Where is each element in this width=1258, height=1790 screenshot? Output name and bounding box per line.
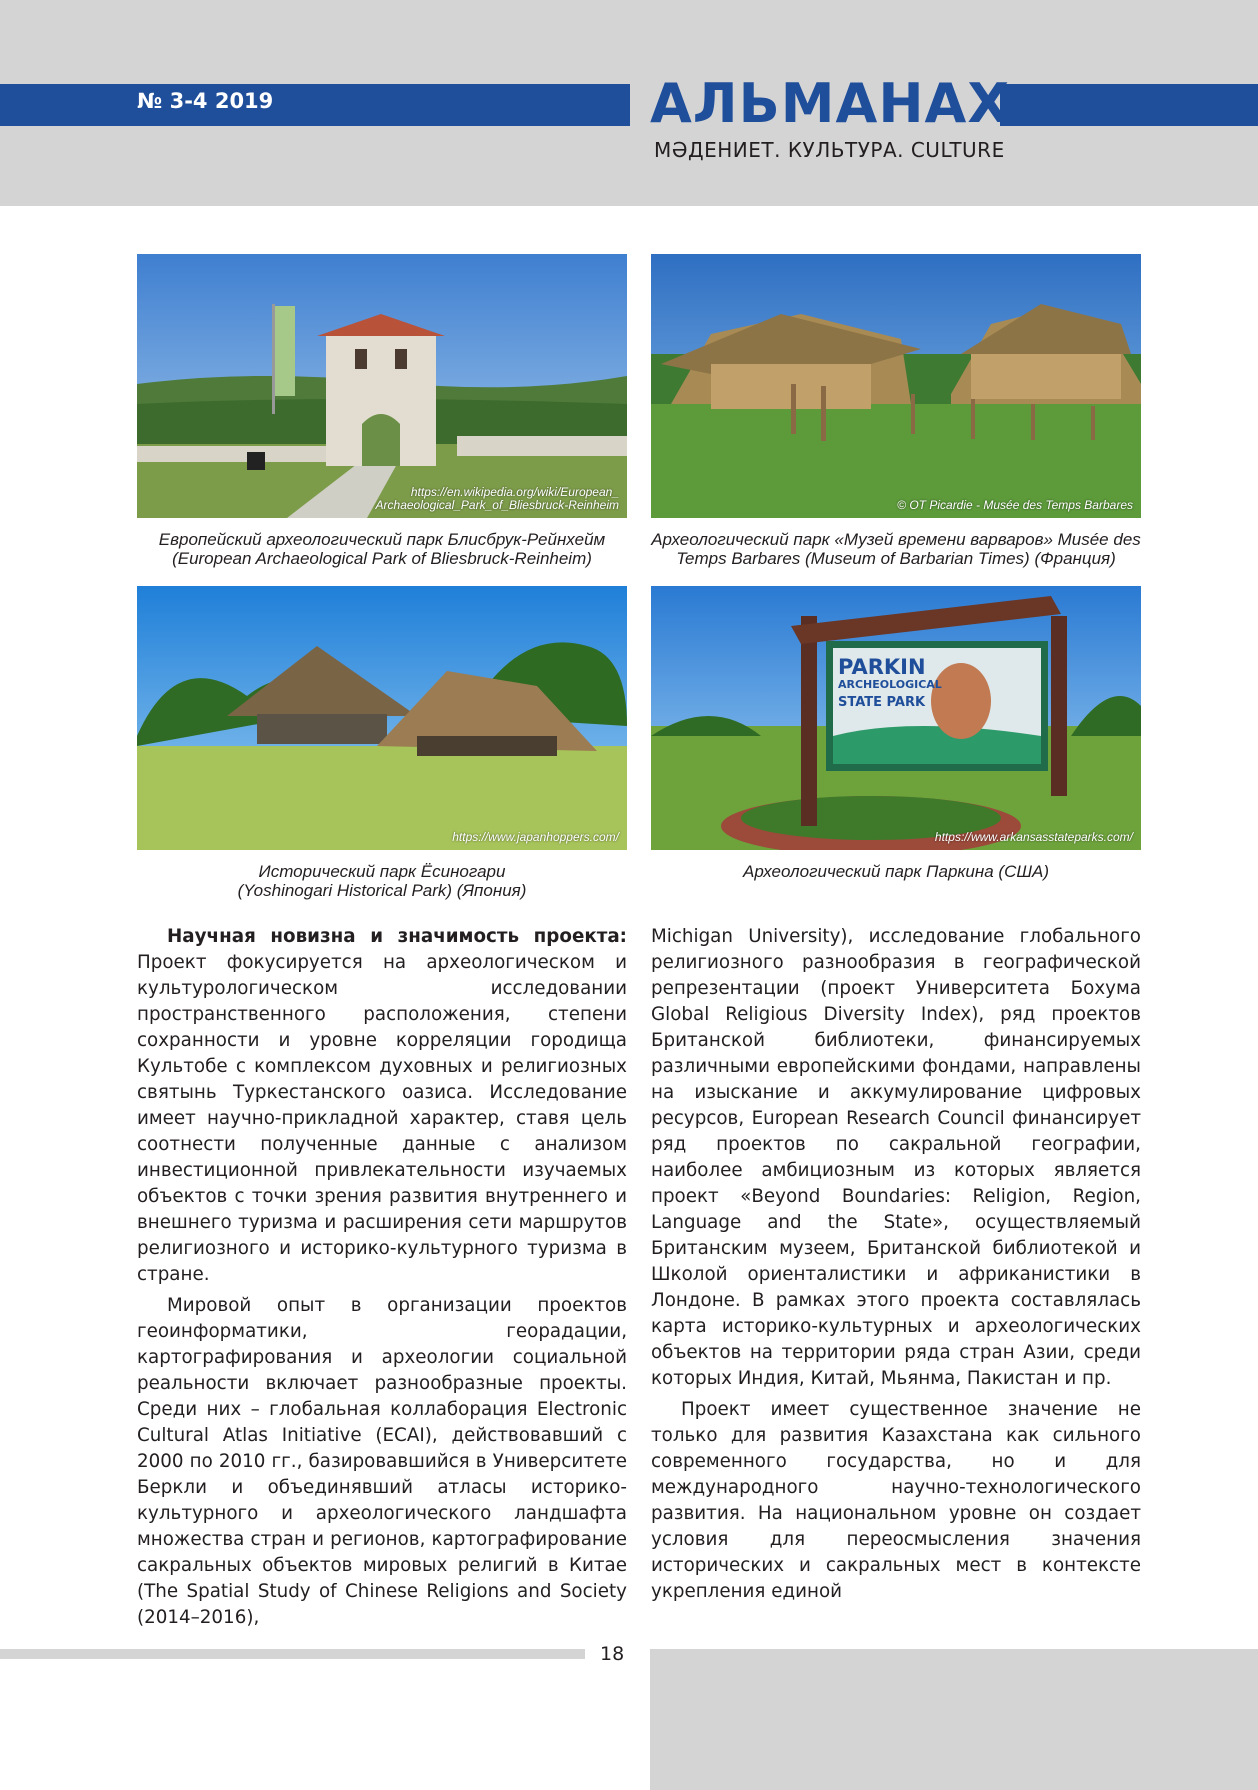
credit-line: © OT Picardie - Musée des Temps Barbares xyxy=(897,498,1133,512)
credit-line: https://www.arkansasstateparks.com/ xyxy=(934,830,1133,844)
issue-number: № 3-4 2019 xyxy=(137,89,274,113)
paragraph-text: Проект фокусируется на археологическом и культурологическом исследовании пространственного расположения, степени сохранности и уровне корреляции городища Культобе с комплексом духовных и религиозных святынь Туркестанского оазиса. Исследование имеет научно-прикладной характер, ставя цель соотнести полученные данные с анализом инвестиционной привлекательности изучаемых объектов с точки зрения развития внутреннего и внешнего туризма и расширения сети маршрутов религиозного и историко-культурного туризма в стране. xyxy=(137,952,627,1285)
caption-bliesbruck xyxy=(137,530,627,568)
photo-credit xyxy=(376,486,619,512)
masthead-title: АЛЬМАНАХ xyxy=(650,72,1010,135)
sign-line: STATE PARK xyxy=(838,695,926,710)
photo-temps-barbares-image xyxy=(651,254,1141,518)
sign-line: PARKIN xyxy=(838,655,926,679)
header-bar-left xyxy=(0,84,630,126)
photo-credit xyxy=(935,831,1133,844)
paragraph: Проект имеет существенное значение не только для развития Казахстана как сильного современного государства, но и для международного научно-технологического развития. На национальном уровне он создает условия для переосмысления значения исторических и сакральных мест в контексте укрепления единой xyxy=(651,1399,1141,1602)
photo-parkin xyxy=(651,586,1141,850)
sign-line: ARCHEOLOGICAL xyxy=(838,678,942,691)
credit-line: https://en.wikipedia.org/wiki/European_ xyxy=(410,485,619,499)
header-bar-right xyxy=(1000,84,1258,126)
caption-line: Исторический парк Ёсиногари xyxy=(258,862,506,881)
paragraph-heading: Научная новизна и значимость проекта: xyxy=(167,926,627,947)
caption-temps-barbares xyxy=(651,530,1141,568)
text-column-left xyxy=(137,924,627,1636)
caption-line: Temps Barbares (Museum of Barbarian Times) (Франция) xyxy=(676,549,1116,568)
text-column-right xyxy=(651,924,1141,1610)
photo-parkin-image xyxy=(651,586,1141,850)
credit-line: Archaeological_Park_of_Bliesbruck-Reinheim xyxy=(375,498,619,512)
caption-line: (European Archaeological Park of Bliesbruck-Reinheim) xyxy=(172,549,592,568)
photo-credit xyxy=(897,499,1133,512)
footer-rule xyxy=(0,1649,585,1659)
paragraph: Мировой опыт в организации проектов геоинформатики, георадации, картографирования и археологии социальной реальности включает разнообразные проекты. Среди них – глобальная коллаборация Electronic Cultural Atlas Initiative (ECAI), действовавший с 2000 по 2010 гг., базировавшийся в Университете Беркли и объединявший атласы историко-культурного и археологического ландшафта множества стран и регионов, картографирование сакральных объектов мировых религий в Китае (The Spatial Study of Chinese Religions and Society (2014–2016), xyxy=(137,1295,627,1628)
caption-line: (Yoshinogari Historical Park) (Япония) xyxy=(237,881,527,900)
paragraph xyxy=(137,924,627,1288)
photo-bliesbruck-image xyxy=(137,254,627,518)
photo-temps-barbares xyxy=(651,254,1141,518)
caption-line: Археологический парк Паркина (США) xyxy=(742,862,1050,881)
photo-credit xyxy=(452,831,619,844)
credit-line: https://www.japanhoppers.com/ xyxy=(452,830,619,844)
paragraph: Michigan University), исследование глобального религиозного разнообразия в географической репрезентации (проект Университета Бохума Global Religious Diversity Index), ряд проектов Британской библиотеки, финансируемых различными европейскими фондами, направлены на изыскание и аккумулирование цифровых ресурсов, European Research Council финансирует ряд проектов по сакральной географии, наиболее амбициозным из которых является проект «Beyond Boundaries: Religion, Region, Language and the State», осуществляемый Британским музеем, Британской библиотекой и Школой ориенталистики и африканистики в Лондоне. В рамках этого проекта составлялась карта историко-культурных и археологических объектов на территории ряда стран Азии, среди которых Индия, Китай, Мьянма, Пакистан и пр. xyxy=(651,926,1141,1389)
photo-yoshinogari-image xyxy=(137,586,627,850)
caption-line: Археологический парк «Музей времени варваров» Musée des xyxy=(651,530,1141,549)
parkin-sign-text xyxy=(838,655,958,712)
photo-yoshinogari xyxy=(137,586,627,850)
caption-line: Европейский археологический парк Блисбрук-Рейнхейм xyxy=(158,530,606,549)
photo-bliesbruck xyxy=(137,254,627,518)
footer-block xyxy=(650,1649,1258,1790)
caption-yoshinogari xyxy=(137,862,627,900)
page-number: 18 xyxy=(600,1643,625,1665)
masthead-subtitle: МӘДЕНИЕТ. КУЛЬТУРА. CULTURE xyxy=(654,138,1005,162)
caption-parkin xyxy=(651,862,1141,881)
